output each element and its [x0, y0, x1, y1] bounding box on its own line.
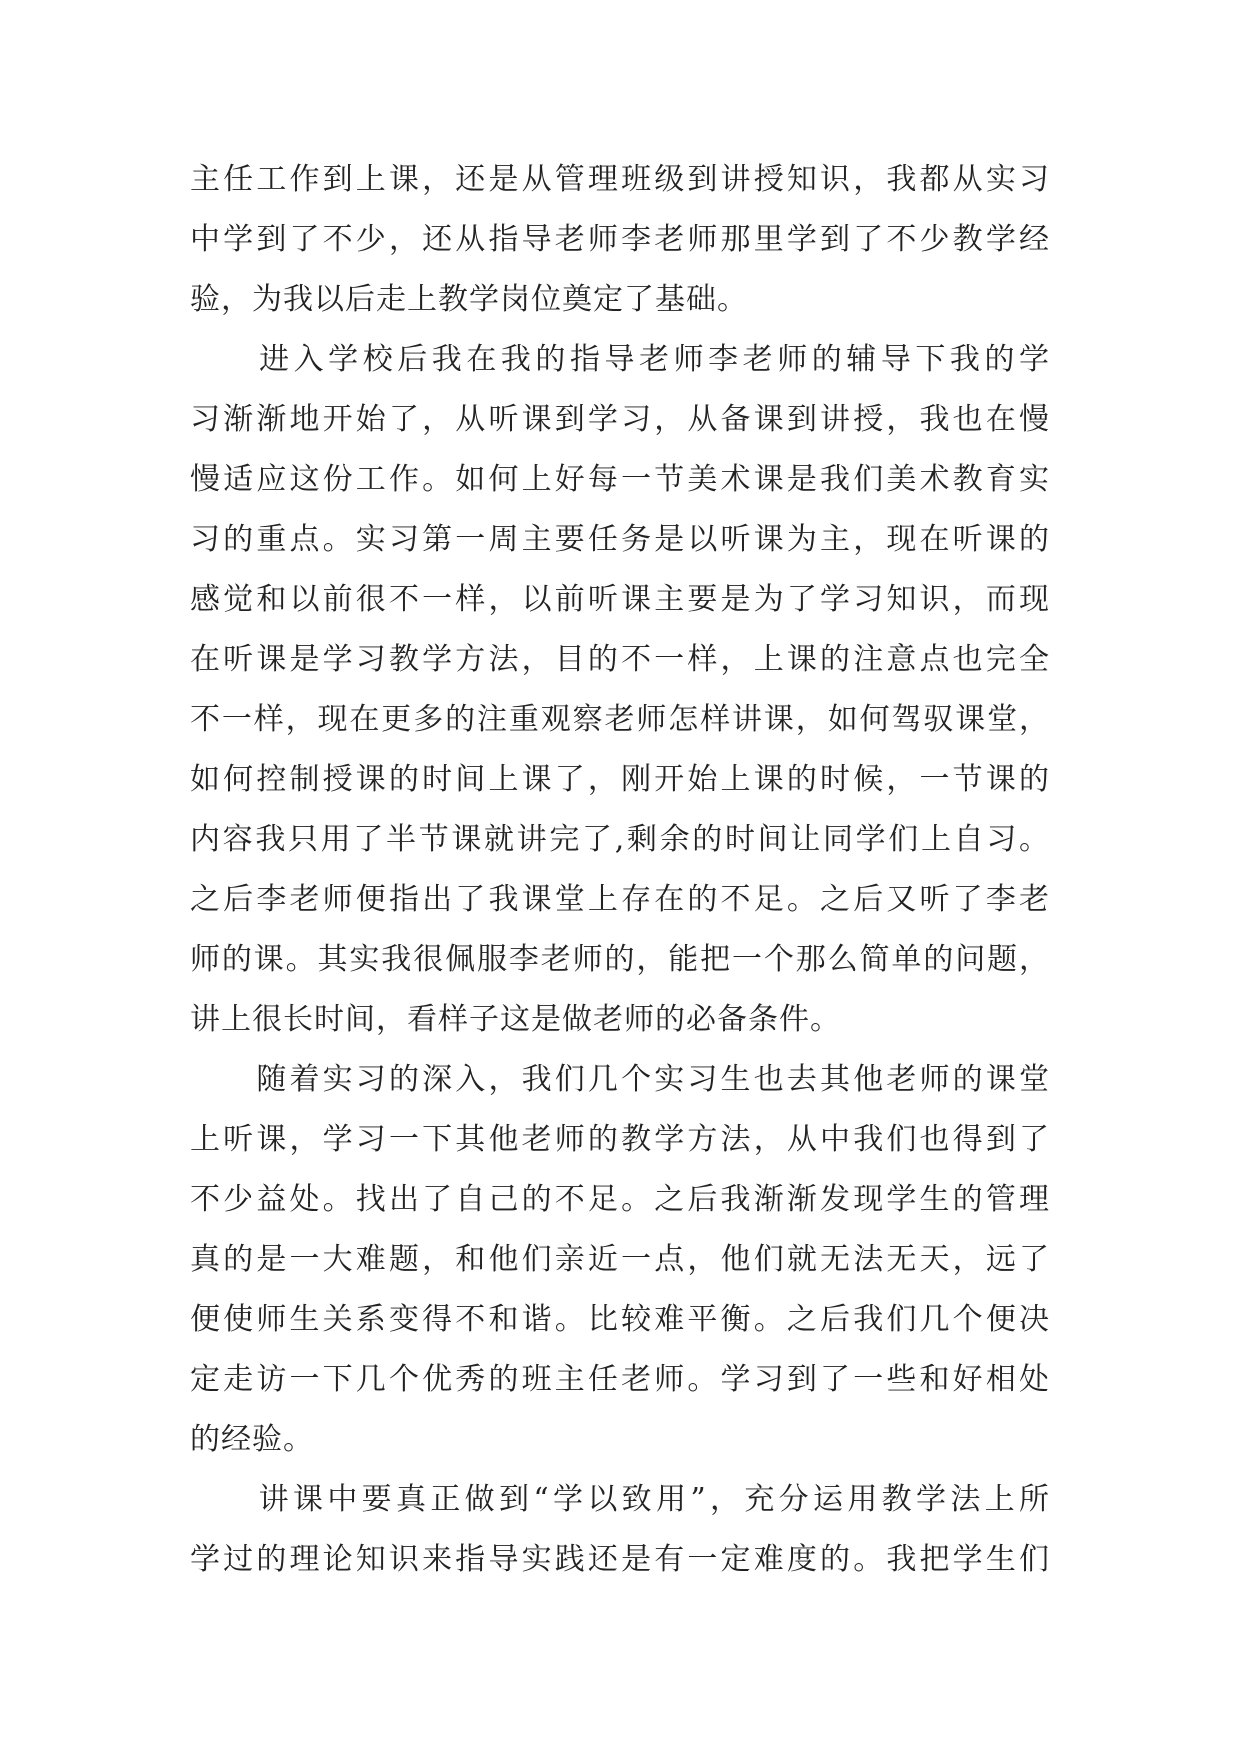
text-line: 中学到了不少，还从指导老师李老师那里学到了不少教学经: [190, 222, 1050, 257]
text-line: 在听课是学习教学方法，目的不一样，上课的注意点也完全: [190, 642, 1050, 677]
text-line: 讲课中要真正做到“学以致用”，充分运用教学法上所: [190, 1482, 1050, 1517]
text-line: 之后李老师便指出了我课堂上存在的不足。之后又听了李老: [190, 882, 1050, 917]
text-line: 随着实习的深入，我们几个实习生也去其他老师的课堂: [190, 1062, 1050, 1097]
text-line: 学过的理论知识来指导实践还是有一定难度的。我把学生们: [190, 1542, 1050, 1577]
text-line: 便使师生关系变得不和谐。比较难平衡。之后我们几个便决: [190, 1302, 1050, 1337]
text-line: 习的重点。实习第一周主要任务是以听课为主，现在听课的: [190, 522, 1050, 557]
text-line: 不一样，现在更多的注重观察老师怎样讲课，如何驾驭课堂，: [190, 702, 1050, 737]
text-line: 真的是一大难题，和他们亲近一点，他们就无法无天，远了: [190, 1242, 1050, 1277]
text-line: 慢适应这份工作。如何上好每一节美术课是我们美术教育实: [190, 462, 1050, 497]
body-text: [190, 150, 1050, 1590]
text-line: 主任工作到上课，还是从管理班级到讲授知识，我都从实习: [190, 162, 1050, 197]
text-line: 定走访一下几个优秀的班主任老师。学习到了一些和好相处: [190, 1362, 1050, 1397]
text-line: 进入学校后我在我的指导老师李老师的辅导下我的学: [190, 342, 1050, 377]
text-line: 上听课，学习一下其他老师的教学方法，从中我们也得到了: [190, 1122, 1050, 1157]
text-line: 内容我只用了半节课就讲完了,剩余的时间让同学们上自习。: [190, 822, 1050, 857]
text-line: 不少益处。找出了自己的不足。之后我渐渐发现学生的管理: [190, 1182, 1050, 1217]
text-line: 验，为我以后走上教学岗位奠定了基础。: [190, 282, 748, 317]
text-line: 习渐渐地开始了，从听课到学习，从备课到讲授，我也在慢: [190, 402, 1050, 437]
text-line: 的经验。: [190, 1422, 314, 1457]
text-line: 师的课。其实我很佩服李老师的，能把一个那么简单的问题，: [190, 942, 1050, 977]
text-line: 如何控制授课的时间上课了，刚开始上课的时候，一节课的: [190, 762, 1050, 797]
text-line: 讲上很长时间，看样子这是做老师的必备条件。: [190, 1002, 841, 1037]
text-line: 感觉和以前很不一样，以前听课主要是为了学习知识，而现: [190, 582, 1050, 617]
